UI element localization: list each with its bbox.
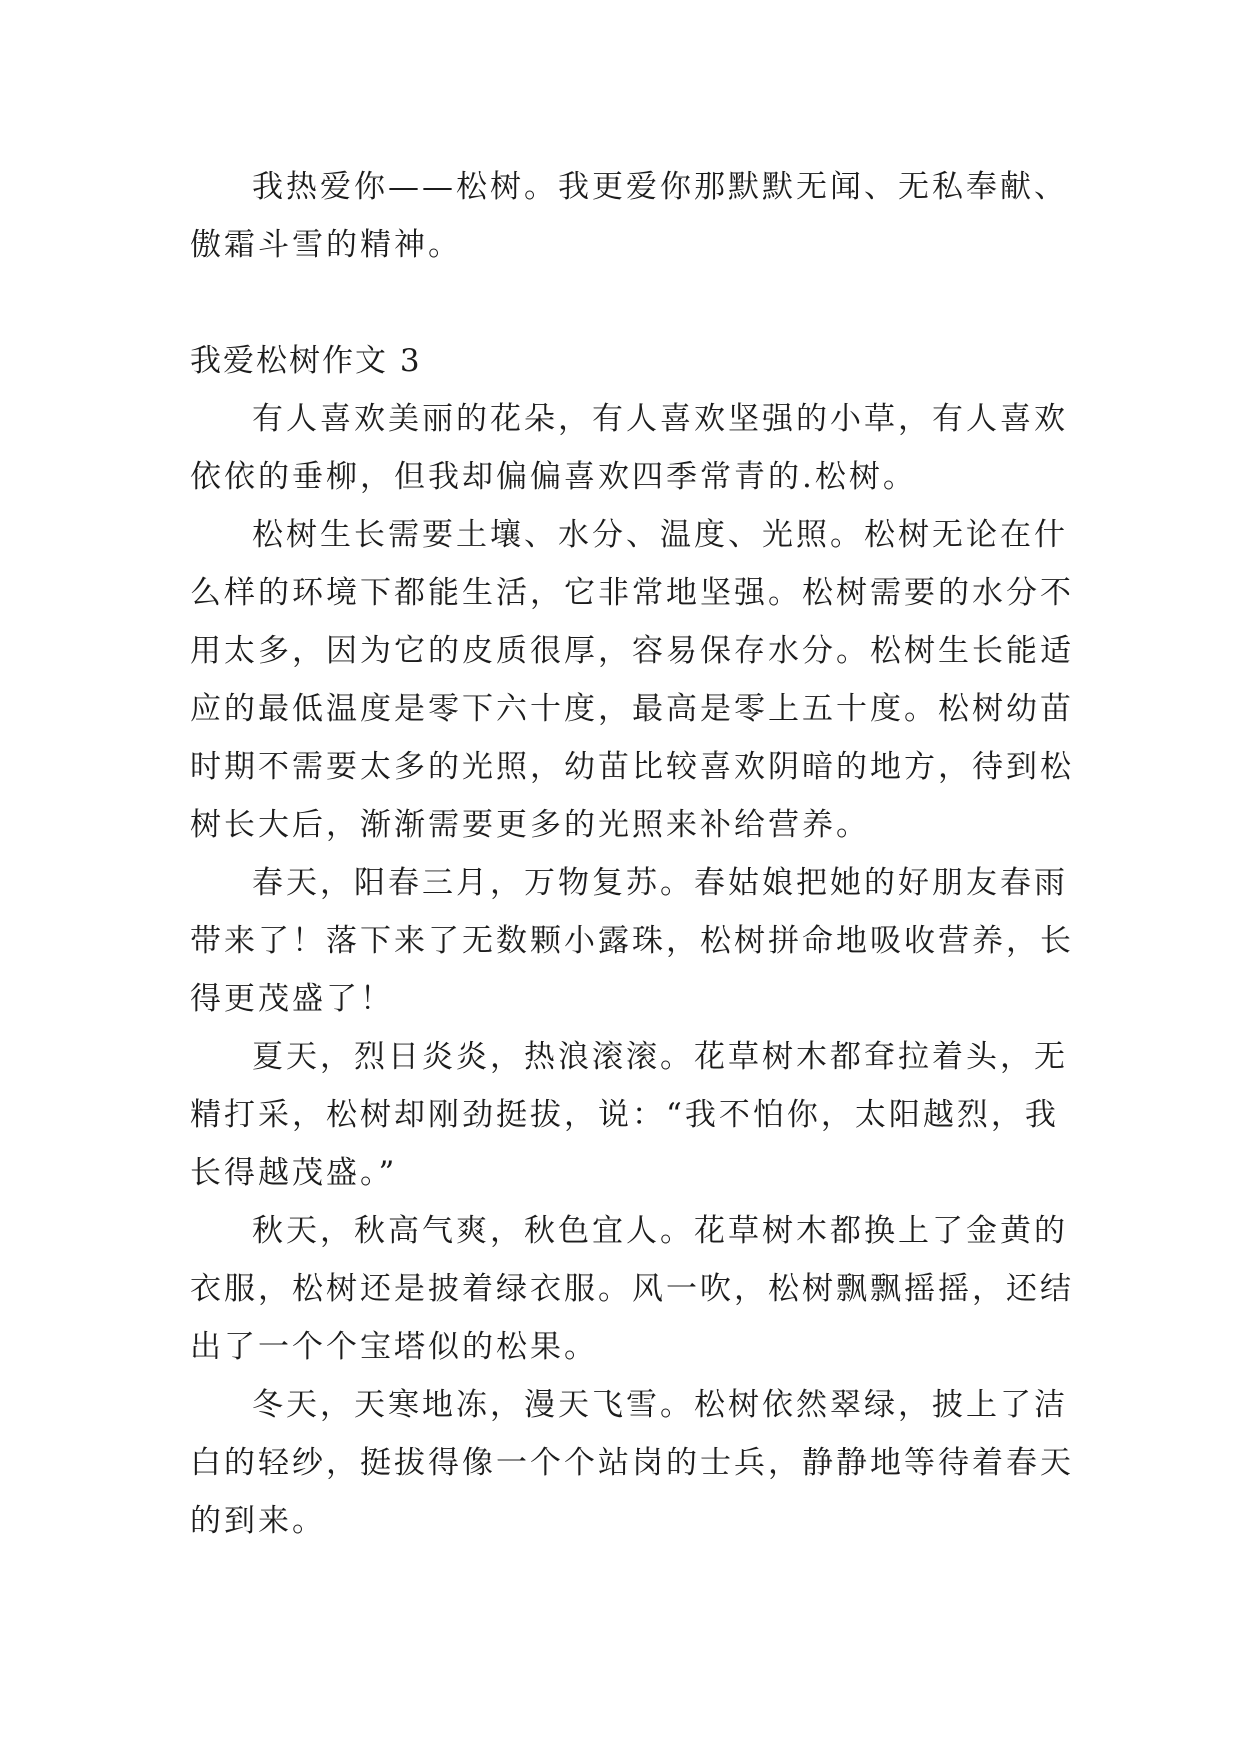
paragraph-2: 松树生长需要土壤、水分、温度、光照。松树无论在什么样的环境下都能生活，它非常地坚强。松树需要的水分不用太多，因为它的皮质很厚，容易保存水分。松树生长能适应的最低温度是零下六十度，最高是零上五十度。松树幼苗时期不需要太多的光照，幼苗比较喜欢阴暗的地方，待到松树长大后，渐渐需要更多的光照来补给营养。 <box>190 517 1074 843</box>
paragraph-3: 春天，阳春三月，万物复苏。春姑娘把她的好朋友春雨带来了！落下来了无数颗小露珠，松树拼命地吸收营养，长得更茂盛了！ <box>190 865 1074 1017</box>
paragraph-4: 夏天，烈日炎炎，热浪滚滚。花草树木都耷拉着头，无精打采，松树却刚劲挺拔，说：“我不怕你，太阳越烈，我长得越茂盛。” <box>190 1039 1068 1191</box>
blank-line <box>190 274 1085 332</box>
paragraph-1: 有人喜欢美丽的花朵，有人喜欢坚强的小草，有人喜欢依依的垂柳，但我却偏偏喜欢四季常青的.松树。 <box>190 401 1068 495</box>
section-title: 我爱松树作文 3 <box>190 343 422 379</box>
paragraph-6: 冬天，天寒地冻，漫天飞雪。松树依然翠绿，披上了洁白的轻纱，挺拔得像一个个站岗的士兵，静静地等待着春天的到来。 <box>190 1387 1074 1539</box>
paragraph-5: 秋天，秋高气爽，秋色宜人。花草树木都换上了金黄的衣服，松树还是披着绿衣服。风一吹，松树飘飘摇摇，还结出了一个个宝塔似的松果。 <box>190 1213 1074 1365</box>
intro-paragraph: 我热爱你——松树。我更爱你那默默无闻、无私奉献、傲霜斗雪的精神。 <box>190 169 1068 263</box>
document-body <box>190 158 1085 1550</box>
